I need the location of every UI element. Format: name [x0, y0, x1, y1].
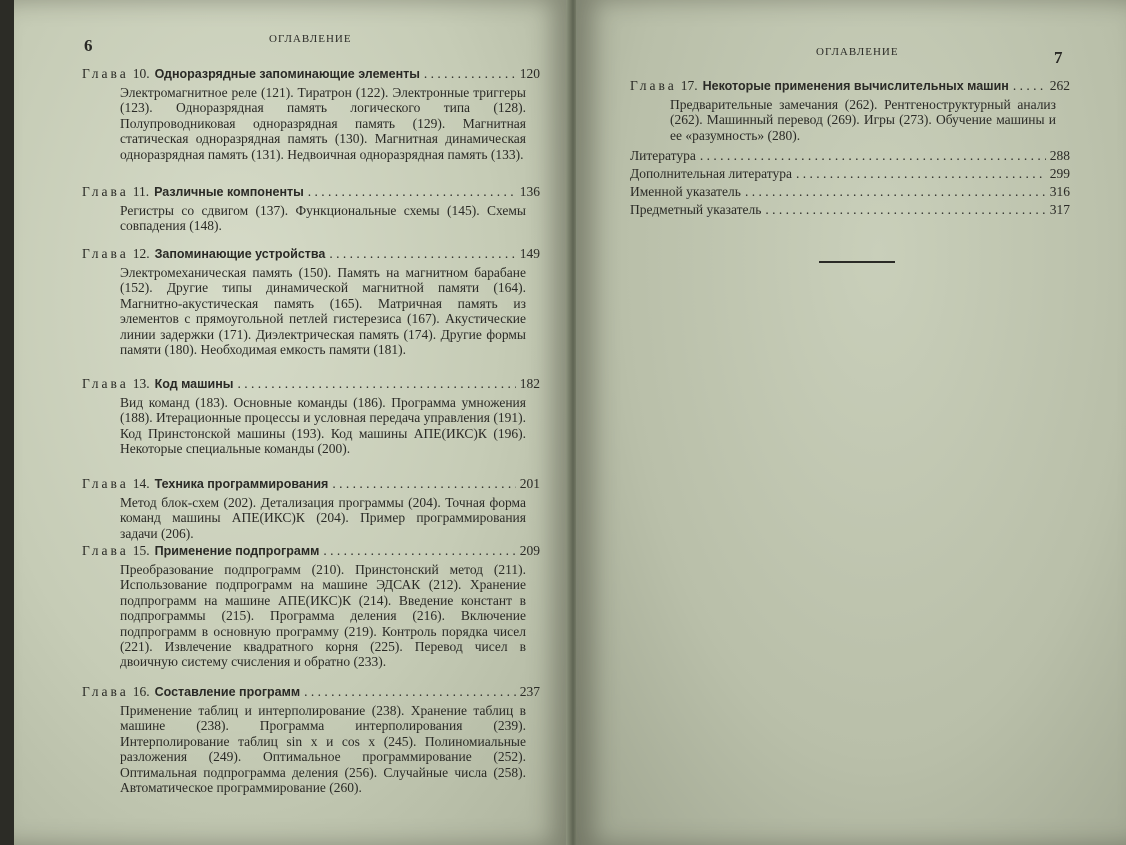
toc-entry-chapter-17: [630, 78, 1070, 143]
left-page: [14, 0, 570, 845]
dot-leader: [329, 246, 515, 262]
chapter-prefix: Глава: [82, 246, 129, 261]
chapter-heading: [82, 66, 540, 82]
chapter-title: Применение подпрограмм: [154, 544, 320, 558]
chapter-prefix: Глава: [82, 376, 129, 391]
chapter-page: 209: [519, 543, 540, 558]
item-page: 288: [1049, 148, 1070, 163]
chapter-number: 11.: [132, 184, 150, 199]
right-running-head: ОГЛАВЛЕНИЕ: [816, 46, 899, 58]
chapter-prefix: Глава: [82, 184, 129, 199]
chapter-page: 201: [519, 476, 540, 491]
chapter-page: 120: [519, 66, 540, 81]
chapter-heading: [82, 184, 540, 200]
chapter-prefix: Глава: [630, 78, 677, 93]
chapter-title: Различные компоненты: [154, 185, 304, 199]
chapter-title: Код машины: [154, 377, 234, 391]
chapter-page: 149: [519, 246, 540, 261]
dot-leader: [323, 543, 515, 559]
chapter-title: Техника программирования: [154, 477, 329, 491]
dot-leader: [332, 476, 515, 492]
toc-item-subject-index: [630, 202, 1070, 218]
dot-leader: [765, 202, 1045, 218]
chapter-prefix: Глава: [82, 476, 129, 491]
chapter-sections: Метод блок-схем (202). Детализация программы (204). Точная форма команд машины АПЕ(ИКС)К (204). Пример программирования задачи (206).: [120, 495, 526, 541]
toc-entry-chapter-10: [82, 66, 540, 162]
end-rule: [819, 261, 895, 263]
dot-leader: [237, 376, 515, 392]
toc-entry-chapter-13: [82, 376, 540, 457]
right-page: [576, 0, 1126, 845]
item-page: 316: [1049, 184, 1070, 199]
item-page: 317: [1049, 202, 1070, 217]
chapter-page: 262: [1049, 78, 1070, 93]
chapter-heading: [82, 376, 540, 392]
right-page-number: 7: [1054, 48, 1063, 67]
item-label: Дополнительная литература: [630, 166, 792, 181]
dot-leader: [796, 166, 1046, 182]
chapter-sections: Электромеханическая память (150). Память на магнитном барабане (152). Другие типы динамической магнитной памяти (164). Магнитно-акустическая память (165). Матричная память из элементов с прямоугольной петлей гистерезиса (167). Акустические линии задержки (171). Диэлектрическая память (174). Другие формы памяти (180). Необходимая емкость памяти (181).: [120, 265, 526, 358]
chapter-number: 13.: [132, 376, 150, 391]
chapter-page: 237: [519, 684, 540, 699]
chapter-page: 136: [519, 184, 540, 199]
chapter-number: 12.: [132, 246, 150, 261]
chapter-heading: [82, 476, 540, 492]
chapter-title: Одноразрядные запоминающие элементы: [154, 67, 420, 81]
dot-leader: [304, 684, 516, 700]
toc-entry-chapter-14: [82, 476, 540, 541]
back-matter-list: [630, 148, 1070, 218]
dot-leader: [1013, 78, 1046, 94]
book-edge: [0, 0, 14, 845]
chapter-number: 15.: [132, 543, 150, 558]
item-label: Литература: [630, 148, 696, 163]
chapter-prefix: Глава: [82, 66, 129, 81]
chapter-prefix: Глава: [82, 684, 129, 699]
chapter-number: 17.: [680, 78, 698, 93]
item-label: Именной указатель: [630, 184, 741, 199]
toc-entry-chapter-11: [82, 184, 540, 234]
chapter-heading: [630, 78, 1070, 94]
chapter-sections: Вид команд (183). Основные команды (186). Программа умножения (188). Итерационные процессы и условная передача управления (191). Код Принстонской машины (193). Код машины АПЕ(ИКС)К (196). Некоторые специальные команды (200).: [120, 395, 526, 457]
chapter-page: 182: [519, 376, 540, 391]
dot-leader: [424, 66, 516, 82]
toc-entry-chapter-12: [82, 246, 540, 357]
chapter-title: Некоторые применения вычислительных машин: [702, 79, 1009, 93]
chapter-sections: Предварительные замечания (262). Рентгеноструктурный анализ (262). Машинный перевод (269). Игры (273). Обучение машины и ее «разумность» (280).: [670, 97, 1056, 143]
toc-entry-chapter-15: [82, 543, 540, 670]
chapter-sections: Преобразование подпрограмм (210). Принстонский метод (211). Использование подпрограмм на машине ЭДСАК (212). Хранение подпрограмм на машине АПЕ(ИКС)К (214). Введение констант в подпрограммы (215). Программа деления (216). Включение подпрограмм в основную программу (219). Контроль порядка чисел (221). Извлечение квадратного корня (225). Перевод чисел в двоичную систему счисления и обратно (233).: [120, 562, 526, 670]
toc-item-literature: [630, 148, 1070, 164]
chapter-title: Составление программ: [154, 685, 301, 699]
left-running-head: ОГЛАВЛЕНИЕ: [269, 33, 352, 45]
left-page-number: 6: [84, 36, 93, 55]
dot-leader: [308, 184, 516, 200]
dot-leader: [700, 148, 1046, 164]
toc-entry-chapter-16: [82, 684, 540, 795]
dot-leader: [745, 184, 1046, 200]
chapter-number: 10.: [132, 66, 150, 81]
chapter-sections: Электромагнитное реле (121). Тиратрон (122). Электронные триггеры (123). Одноразрядная память логического типа (128). Полупроводниковая одноразрядная память (129). Магнитная статическая одноразрядная память (130). Магнитная динамическая одноразрядная память (131). Недвоичная одноразрядная память (133).: [120, 85, 526, 162]
chapter-title: Запоминающие устройства: [154, 247, 326, 261]
chapter-heading: [82, 684, 540, 700]
chapter-number: 16.: [132, 684, 150, 699]
chapter-heading: [82, 246, 540, 262]
chapter-sections: Применение таблиц и интерполирование (238). Хранение таблиц в машине (238). Программа интерполирования (239). Интерполирование таблиц sin x и cos x (245). Полиномиальные разложения (249). Оптимальное программирование (252). Оптимальная подпрограмма деления (256). Случайные числа (258). Автоматическое программирование (260).: [120, 703, 526, 796]
item-page: 299: [1049, 166, 1070, 181]
chapter-sections: Регистры со сдвигом (137). Функциональные схемы (145). Схемы совпадения (148).: [120, 203, 526, 234]
chapter-number: 14.: [132, 476, 150, 491]
chapter-prefix: Глава: [82, 543, 129, 558]
item-label: Предметный указатель: [630, 202, 762, 217]
toc-item-name-index: [630, 184, 1070, 200]
toc-item-additional-literature: [630, 166, 1070, 182]
chapter-heading: [82, 543, 540, 559]
